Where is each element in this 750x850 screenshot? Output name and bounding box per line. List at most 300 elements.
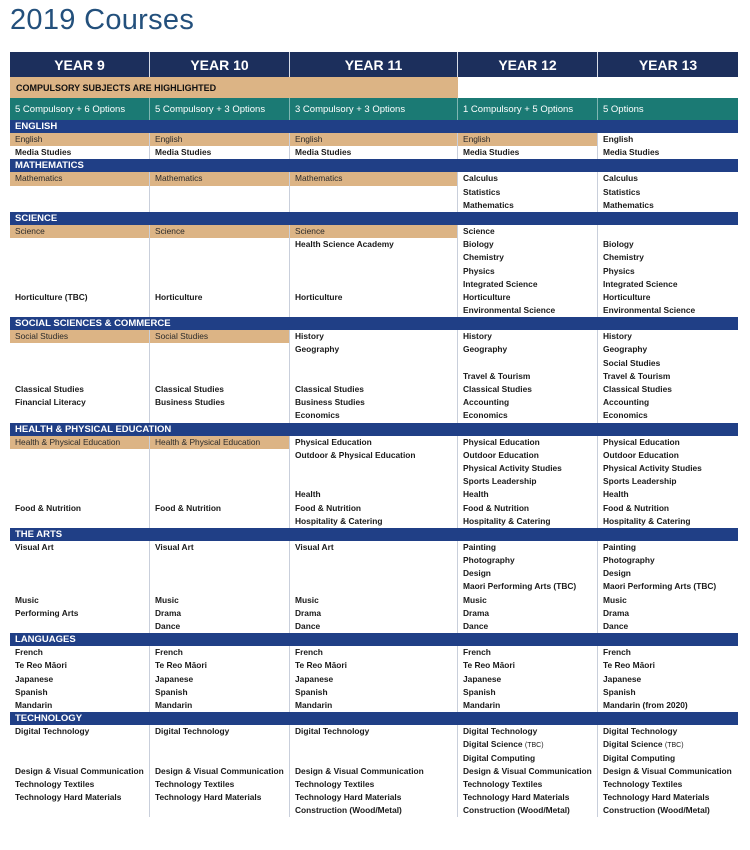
year-column	[10, 436, 150, 528]
subject-label: Business Studies	[155, 397, 225, 408]
subject-item	[10, 172, 149, 185]
subject-item	[598, 620, 738, 633]
subject-item	[10, 725, 149, 738]
subject-label: Horticulture	[603, 291, 651, 302]
subject-item	[10, 330, 149, 343]
subject-item	[150, 541, 289, 554]
subject-item	[458, 580, 597, 593]
subject-label: Mandarin	[155, 699, 193, 710]
empty-cell	[290, 278, 457, 291]
subject-label: Music	[603, 594, 627, 605]
empty-cell	[290, 738, 457, 751]
subject-item	[458, 646, 597, 659]
subject-label: Design	[603, 568, 631, 579]
subject-label: English	[295, 134, 323, 144]
subject-note: (TBC)	[524, 742, 544, 750]
subject-label: Classical Studies	[463, 384, 532, 394]
year-header-row	[10, 52, 738, 77]
empty-cell	[290, 370, 457, 383]
subject-label: Drama	[603, 607, 630, 618]
subject-label: Outdoor Education	[463, 449, 539, 460]
empty-cell	[10, 238, 149, 251]
subject-label: Technology Hard Materials	[463, 792, 570, 803]
empty-cell	[10, 475, 149, 488]
options-label: 5 Compulsory + 6 Options	[10, 98, 150, 120]
subject-label: Travel & Tourism	[463, 370, 531, 381]
year-column	[598, 436, 738, 528]
subject-label: Music	[155, 594, 179, 605]
subject-item	[598, 607, 738, 620]
subject-label: Spanish	[603, 686, 636, 697]
subject-item	[290, 765, 457, 778]
empty-cell	[150, 462, 289, 475]
subject-item	[290, 620, 457, 633]
subject-item	[290, 515, 457, 528]
year-column	[598, 172, 738, 212]
subject-label: Digital Computing	[603, 752, 676, 763]
empty-cell	[150, 409, 289, 422]
empty-cell	[10, 278, 149, 291]
subject-item	[458, 133, 597, 146]
subject-item	[150, 699, 289, 712]
subject-item	[10, 765, 149, 778]
subject-item	[458, 462, 597, 475]
subject-item	[290, 330, 457, 343]
subject-label: Physical Activity Studies	[463, 462, 562, 473]
subject-item	[598, 304, 738, 317]
subject-label: Geography	[603, 344, 648, 355]
subject-label: Visual Art	[15, 541, 54, 552]
subject-label: Te Reo Māori	[603, 660, 655, 671]
subject-item	[598, 765, 738, 778]
section-body	[10, 436, 738, 528]
subject-item	[458, 475, 597, 488]
empty-cell	[150, 238, 289, 251]
subject-item	[10, 502, 149, 515]
empty-cell	[10, 620, 149, 633]
subject-item	[458, 186, 597, 199]
subject-label: Biology	[603, 239, 634, 250]
subject-label: Health & Physical Education	[15, 436, 121, 447]
subject-label: Digital Computing	[463, 752, 536, 763]
subject-label: Digital Technology	[463, 726, 538, 737]
subject-label: Mandarin (from 2020)	[603, 699, 688, 710]
empty-cell	[10, 738, 149, 751]
empty-cell	[290, 265, 457, 278]
subject-label: Technology Textiles	[603, 778, 683, 789]
subject-label: Mandarin	[463, 699, 501, 710]
subject-item	[458, 554, 597, 567]
subject-item	[598, 567, 738, 580]
year-column	[598, 646, 738, 712]
subject-item	[598, 699, 738, 712]
subject-label: Science	[463, 225, 495, 236]
year-column	[290, 330, 458, 422]
subject-item	[458, 304, 597, 317]
year-column	[458, 172, 598, 212]
empty-cell	[150, 343, 289, 356]
subject-item	[290, 343, 457, 356]
empty-cell	[10, 580, 149, 593]
subject-label: Te Reo Māori	[15, 660, 67, 671]
subject-item	[458, 673, 597, 686]
empty-cell	[290, 554, 457, 567]
year-column	[290, 646, 458, 712]
subject-label: Technology Hard Materials	[155, 792, 262, 803]
subject-item	[598, 199, 738, 212]
subject-item	[458, 725, 597, 738]
empty-cell	[10, 804, 149, 817]
subject-item	[10, 225, 149, 238]
year-column	[10, 646, 150, 712]
subject-item	[290, 594, 457, 607]
subject-item	[290, 686, 457, 699]
subject-label: Te Reo Māori	[155, 660, 207, 671]
subject-label: Drama	[155, 607, 182, 618]
subject-label: Calculus	[463, 173, 498, 184]
subject-item	[598, 594, 738, 607]
sections-container	[10, 120, 738, 817]
subject-item	[458, 791, 597, 804]
empty-cell	[10, 186, 149, 199]
subject-item	[10, 673, 149, 686]
subject-label: Social Studies	[603, 357, 661, 368]
subject-label: Music	[463, 594, 487, 605]
subject-label: Health	[603, 489, 629, 500]
options-label: 5 Compulsory + 3 Options	[150, 98, 290, 120]
subject-label: Te Reo Māori	[463, 660, 515, 671]
subject-label: Construction (Wood/Metal)	[463, 805, 570, 816]
subject-item	[598, 357, 738, 370]
empty-cell	[10, 488, 149, 501]
section-heading: MATHEMATICS	[10, 159, 738, 172]
subject-label: Technology Hard Materials	[295, 792, 402, 803]
subject-item	[458, 752, 597, 765]
year-column	[10, 225, 150, 317]
subject-item	[598, 554, 738, 567]
subject-item	[150, 620, 289, 633]
subject-label: Physics	[463, 265, 495, 276]
subject-label: Accounting	[463, 397, 510, 408]
subject-label: French	[15, 647, 43, 658]
subject-label: Photography	[603, 555, 655, 566]
year-column	[458, 133, 598, 159]
subject-label: Geography	[295, 344, 340, 355]
empty-cell	[290, 199, 457, 212]
subject-item	[290, 383, 457, 396]
subject-label: Horticulture	[155, 291, 203, 302]
empty-cell	[150, 370, 289, 383]
subject-label: Mathematics	[603, 199, 654, 210]
section-body	[10, 541, 738, 633]
subject-label: Construction (Wood/Metal)	[603, 805, 710, 816]
subject-item	[598, 409, 738, 422]
subject-item	[290, 238, 457, 251]
subject-label: Maori Performing Arts (TBC)	[463, 581, 577, 592]
subject-item	[150, 659, 289, 672]
subject-item	[458, 515, 597, 528]
subject-item	[290, 396, 457, 409]
subject-label: Sports Leadership	[463, 476, 537, 487]
subject-label: Digital Technology	[603, 726, 678, 737]
section-body	[10, 725, 738, 817]
subject-label: Design & Visual Communication	[463, 765, 592, 776]
subject-item	[290, 699, 457, 712]
subject-label: Japanese	[295, 673, 334, 684]
subject-item	[598, 725, 738, 738]
empty-cell	[290, 580, 457, 593]
subject-label: Painting	[603, 541, 637, 552]
subject-item	[458, 699, 597, 712]
empty-cell	[10, 554, 149, 567]
options-row	[10, 98, 738, 120]
subject-item	[458, 330, 597, 343]
subject-label: Te Reo Māori	[295, 660, 347, 671]
year-column	[10, 330, 150, 422]
empty-cell	[290, 186, 457, 199]
subject-item	[10, 778, 149, 791]
year-column	[598, 225, 738, 317]
subject-label: History	[603, 331, 632, 342]
subject-label: Classical Studies	[295, 384, 364, 394]
year-column	[10, 133, 150, 159]
subject-label: Outdoor & Physical Education	[295, 449, 416, 460]
subject-item	[598, 133, 738, 146]
subject-item	[150, 133, 289, 146]
subject-label: Mandarin	[295, 699, 333, 710]
subject-label: Health & Physical Education	[155, 436, 261, 447]
year-column	[10, 172, 150, 212]
subject-item	[290, 673, 457, 686]
subject-item	[10, 686, 149, 699]
subject-label: Mathematics	[295, 173, 343, 184]
subject-item	[458, 620, 597, 633]
year-column	[458, 225, 598, 317]
empty-cell	[150, 186, 289, 199]
year-column	[598, 541, 738, 633]
subject-label: Health	[295, 489, 321, 500]
subject-label: Health Science Academy	[295, 239, 394, 250]
empty-cell	[150, 567, 289, 580]
subject-label: Design & Visual Communication	[295, 765, 424, 776]
subject-item	[290, 659, 457, 672]
subject-item	[598, 251, 738, 264]
empty-cell	[10, 304, 149, 317]
section-heading: HEALTH & PHYSICAL EDUCATION	[10, 423, 738, 436]
subject-label: Music	[295, 594, 319, 605]
year-column	[150, 646, 290, 712]
subject-item	[598, 449, 738, 462]
subject-item	[598, 396, 738, 409]
subject-item	[10, 699, 149, 712]
subject-label: Horticulture (TBC)	[15, 291, 88, 302]
subject-item	[458, 567, 597, 580]
subject-item	[458, 686, 597, 699]
subject-label: Food & Nutrition	[463, 502, 530, 513]
subject-label: Media Studies	[15, 147, 72, 158]
subject-label: Physical Activity Studies	[603, 462, 702, 473]
year-column	[150, 225, 290, 317]
empty-cell	[290, 475, 457, 488]
subject-label: Technology Textiles	[15, 778, 95, 789]
year-column	[290, 725, 458, 817]
subject-label: Mandarin	[15, 699, 53, 710]
subject-item	[598, 370, 738, 383]
empty-cell	[150, 304, 289, 317]
subject-label: Food & Nutrition	[15, 502, 82, 513]
subject-item	[598, 330, 738, 343]
empty-cell	[10, 752, 149, 765]
subject-label: Chemistry	[463, 252, 504, 263]
subject-item	[458, 278, 597, 291]
empty-cell	[290, 752, 457, 765]
course-table	[10, 52, 738, 817]
subject-item	[10, 133, 149, 146]
subject-item	[598, 791, 738, 804]
subject-label: Japanese	[463, 673, 502, 684]
subject-item	[290, 436, 457, 449]
subject-label: French	[295, 647, 323, 658]
subject-label: Construction (Wood/Metal)	[295, 805, 402, 816]
subject-item	[290, 449, 457, 462]
subject-item	[598, 659, 738, 672]
subject-item	[458, 370, 597, 383]
subject-label: English	[603, 134, 634, 144]
subject-item	[458, 238, 597, 251]
empty-cell	[150, 265, 289, 278]
empty-cell	[150, 515, 289, 528]
subject-label: Food & Nutrition	[603, 502, 670, 513]
subject-label: Digital Technology	[295, 726, 370, 737]
subject-label: Business Studies	[295, 397, 365, 408]
subject-label: Visual Art	[295, 541, 334, 552]
subject-label: Japanese	[603, 673, 642, 684]
subject-item	[598, 752, 738, 765]
subject-item	[290, 409, 457, 422]
subject-item	[290, 646, 457, 659]
year-column	[290, 172, 458, 212]
subject-item	[150, 396, 289, 409]
year-column	[150, 172, 290, 212]
subject-label: Dance	[155, 621, 181, 631]
subject-item	[458, 607, 597, 620]
subject-item	[150, 765, 289, 778]
subject-item	[458, 265, 597, 278]
subject-item	[10, 594, 149, 607]
compulsory-note-row	[10, 77, 738, 98]
empty-cell	[10, 462, 149, 475]
empty-cell	[10, 343, 149, 356]
subject-label: Outdoor Education	[603, 449, 679, 460]
subject-item	[598, 186, 738, 199]
subject-item	[10, 396, 149, 409]
section-body	[10, 225, 738, 317]
section-heading: TECHNOLOGY	[10, 712, 738, 725]
subject-item	[150, 673, 289, 686]
subject-label: Technology Textiles	[295, 778, 375, 789]
subject-item	[10, 791, 149, 804]
subject-item	[458, 449, 597, 462]
subject-label: Japanese	[155, 673, 194, 684]
subject-label: Environmental Science	[463, 305, 556, 316]
options-label: 3 Compulsory + 3 Options	[290, 98, 458, 120]
subject-item	[10, 646, 149, 659]
subject-label: French	[603, 647, 631, 658]
subject-item	[458, 804, 597, 817]
empty-cell	[10, 515, 149, 528]
subject-item	[10, 436, 149, 449]
subject-label: Financial Literacy	[15, 397, 86, 408]
subject-item	[458, 383, 597, 396]
subject-item	[150, 146, 289, 159]
year-column	[598, 133, 738, 159]
subject-item	[290, 291, 457, 304]
section-heading: SOCIAL SCIENCES & COMMERCE	[10, 317, 738, 330]
subject-label: Food & Nutrition	[295, 502, 362, 513]
options-label: 5 Options	[603, 103, 644, 115]
subject-item	[598, 146, 738, 159]
subject-item	[598, 804, 738, 817]
empty-cell	[150, 278, 289, 291]
subject-label: Technology Hard Materials	[603, 792, 710, 803]
subject-label: Media Studies	[463, 147, 520, 158]
section-heading: LANGUAGES	[10, 633, 738, 646]
subject-item	[458, 343, 597, 356]
year-column	[290, 436, 458, 528]
subject-item	[598, 580, 738, 593]
subject-item	[458, 225, 597, 238]
subject-item	[458, 291, 597, 304]
empty-cell	[290, 462, 457, 475]
subject-item	[290, 725, 457, 738]
subject-label: Mathematics	[463, 199, 514, 210]
year-column	[458, 541, 598, 633]
subject-label: Classical Studies	[603, 384, 672, 394]
subject-label: Media Studies	[155, 147, 212, 158]
subject-label: Geography	[463, 344, 508, 355]
subject-item	[598, 778, 738, 791]
subject-item	[290, 225, 457, 238]
subject-label: Technology Hard Materials	[15, 792, 122, 803]
subject-label: Statistics	[463, 186, 501, 197]
subject-label: Digital Technology	[15, 726, 90, 737]
subject-label: Dance	[295, 621, 321, 631]
subject-item	[458, 541, 597, 554]
subject-label: Integrated Science	[463, 278, 538, 289]
empty-cell	[10, 265, 149, 278]
year-column	[10, 541, 150, 633]
subject-label: Visual Art	[155, 541, 194, 552]
empty-cell	[290, 251, 457, 264]
empty-cell	[458, 357, 597, 370]
subject-label: Spanish	[155, 686, 188, 697]
subject-item	[598, 291, 738, 304]
subject-label: Drama	[463, 607, 490, 618]
subject-label: Statistics	[603, 186, 641, 197]
empty-cell	[150, 251, 289, 264]
subject-item	[290, 172, 457, 185]
subject-item	[290, 541, 457, 554]
year-header: YEAR 12	[458, 52, 598, 77]
year-header: YEAR 13	[638, 56, 698, 73]
subject-item	[290, 791, 457, 804]
subject-item	[150, 607, 289, 620]
subject-item	[598, 673, 738, 686]
subject-label: Dance	[463, 621, 489, 631]
subject-item	[458, 172, 597, 185]
subject-item	[458, 199, 597, 212]
empty-cell	[150, 449, 289, 462]
